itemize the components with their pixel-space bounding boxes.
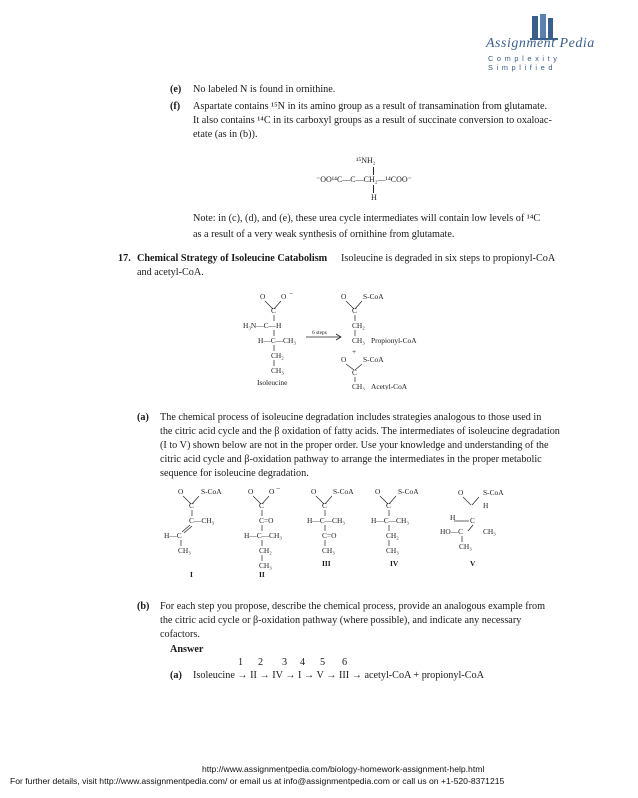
problem-line1: Isoleucine is degraded in six steps to propionyl-CoA	[341, 253, 556, 264]
part-b-line: For each step you propose, describe the chemical process, provide an analogous example from	[160, 601, 546, 612]
note-line2: as a result of a very weak synthesis of ornithine from glutamate.	[193, 229, 455, 240]
aspartate-structure	[316, 156, 466, 204]
note-line1: Note: in (c), (d), and (e), these urea cycle intermediates will contain low levels of ¹⁴C	[193, 213, 541, 224]
item-f-line1: Aspartate contains ¹⁵N in its amino group as a result of transamination from glutamate.	[193, 101, 548, 112]
svg-text:O: O	[281, 292, 287, 301]
svg-text:O: O	[375, 487, 381, 496]
step-number: 5	[320, 657, 326, 668]
part-a-line: sequence for isoleucine degradation.	[160, 468, 309, 479]
svg-text:O: O	[269, 487, 275, 496]
svg-text:O: O	[248, 487, 254, 496]
svg-text:CH₃: CH₃	[322, 546, 335, 555]
svg-text:C: C	[189, 501, 194, 510]
svg-text:S-CoA: S-CoA	[363, 355, 384, 364]
svg-text:CH₃: CH₃	[178, 546, 191, 555]
intermediate-label: II	[259, 570, 265, 579]
intermediate-label: I	[190, 570, 193, 579]
problem-line2: and acetyl-CoA.	[137, 267, 204, 278]
part-b-label: (b)	[137, 601, 150, 612]
step-number: 6	[342, 657, 348, 668]
svg-text:CH₂: CH₂	[271, 351, 284, 360]
aspartate-nh2: ¹⁵NH₂	[356, 156, 376, 165]
item-f-line3: etate (as in (b)).	[193, 129, 258, 140]
svg-text:C=O: C=O	[322, 531, 337, 540]
isoleucine-label: Isoleucine	[257, 378, 288, 387]
svg-text:H—C—CH₃: H—C—CH₃	[371, 516, 409, 525]
svg-text:CH₂: CH₂	[386, 531, 399, 540]
svg-text:O: O	[311, 487, 317, 496]
problem-number: 17.	[118, 253, 131, 264]
propionyl-label: Propionyl-CoA	[371, 336, 417, 345]
svg-text:C: C	[352, 368, 357, 377]
logo-tagline: Complexity Simplified	[488, 54, 561, 72]
intermediates-structures	[150, 486, 520, 582]
svg-text:S-CoA: S-CoA	[398, 487, 419, 496]
logo	[470, 12, 630, 72]
answer-label: (a)	[170, 670, 182, 681]
svg-text:C=O: C=O	[259, 516, 274, 525]
svg-text:H: H	[450, 513, 456, 522]
svg-text:CH₃: CH₃	[271, 366, 284, 375]
svg-text:HO—C: HO—C	[440, 527, 463, 536]
bond-line	[373, 167, 374, 175]
svg-text:H₃N—C—H: H₃N—C—H	[243, 321, 282, 330]
svg-text:CH₂: CH₂	[259, 546, 272, 555]
svg-text:O: O	[260, 292, 266, 301]
step-number: 3	[282, 657, 288, 668]
problem-title: Chemical Strategy of Isoleucine Catabolism	[137, 253, 328, 264]
part-b-line: the citric acid cycle or β-oxidation pathway (where possible), and indicate any necessary	[160, 615, 522, 626]
logo-name: Assignment Pedia	[486, 36, 595, 51]
step-number: 2	[258, 657, 264, 668]
svg-text:C: C	[259, 501, 264, 510]
step-numbers	[238, 656, 368, 669]
part-a-line: citric acid cycle and β-oxidation pathway to arrange the intermediates in the proper metabolic	[160, 454, 542, 465]
svg-text:H—C—CH₃: H—C—CH₃	[307, 516, 345, 525]
bond-line	[373, 185, 374, 193]
item-f-label: (f)	[170, 101, 181, 112]
part-a-line: (I to V) shown below are not in the proper order. Use your knowledge and understanding of the	[160, 440, 549, 451]
intermediate-label: III	[322, 559, 331, 568]
aspartate-main: ⁻OO¹⁴C—C—CH₂—¹⁴COO⁻	[316, 175, 412, 184]
svg-text:C: C	[352, 306, 357, 315]
svg-text:S-CoA: S-CoA	[333, 487, 354, 496]
intermediate-label: V	[470, 559, 476, 568]
step-number: 4	[300, 657, 306, 668]
plus-sign: +	[352, 347, 357, 356]
svg-text:O: O	[341, 355, 347, 364]
aspartate-h: H	[371, 193, 377, 202]
item-e-text: No labeled N is found in ornithine.	[193, 84, 336, 95]
part-a-label: (a)	[137, 412, 149, 423]
answer-heading: Answer	[170, 644, 204, 655]
svg-text:H—C: H—C	[164, 531, 182, 540]
part-b-line: cofactors.	[160, 629, 200, 640]
svg-text:H: H	[483, 501, 489, 510]
svg-text:CH₃: CH₃	[459, 542, 472, 551]
svg-text:CH₃: CH₃	[352, 382, 365, 390]
svg-text:S-CoA: S-CoA	[363, 292, 384, 301]
svg-text:CH₃: CH₃	[386, 546, 399, 555]
svg-text:C: C	[322, 501, 327, 510]
svg-text:C: C	[470, 516, 475, 525]
svg-text:CH₂: CH₂	[352, 321, 365, 330]
acetyl-label: Acetyl-CoA	[371, 382, 408, 390]
svg-text:S-CoA: S-CoA	[483, 488, 504, 497]
svg-text:−: −	[276, 486, 281, 493]
svg-text:H—C—CH₃: H—C—CH₃	[258, 336, 296, 345]
footer-contact: For further details, visit http://www.assignmentpedia.com/ or email us at info@assignmentpedia.com or call us on +1-520-8371215	[10, 776, 505, 786]
svg-text:H—C—CH₃: H—C—CH₃	[244, 531, 282, 540]
item-e-label: (e)	[170, 84, 182, 95]
arrow-label: 6 steps	[312, 330, 327, 336]
svg-text:C: C	[386, 501, 391, 510]
item-f-line2: It also contains ¹⁴C in its carboxyl groups as a result of succinate conversion to oxaloac-	[193, 115, 552, 126]
part-a-line: The chemical process of isoleucine degradation includes strategies analogous to those used in	[160, 412, 542, 423]
svg-text:C—CH₃: C—CH₃	[189, 516, 215, 525]
svg-text:O: O	[458, 488, 464, 497]
svg-text:CH₃: CH₃	[483, 527, 496, 536]
part-a-line: the citric acid cycle and the β oxidation of fatty acids. The intermediates of isoleucine degradation	[160, 426, 560, 437]
svg-text:−: −	[289, 290, 294, 298]
svg-text:O: O	[341, 292, 347, 301]
footer-url-link[interactable]: http://www.assignmentpedia.com/biology-homework-assignment-help.html	[202, 764, 485, 774]
svg-text:CH₃: CH₃	[259, 561, 272, 570]
svg-text:S-CoA: S-CoA	[201, 487, 222, 496]
svg-text:CH₃: CH₃	[352, 336, 365, 345]
answer-text: Isoleucine → II → IV → I → V → III → acetyl-CoA + propionyl-CoA	[193, 670, 484, 681]
step-number: 1	[238, 657, 244, 668]
isoleucine-scheme	[240, 290, 440, 390]
intermediate-label: IV	[390, 559, 399, 568]
svg-text:C: C	[271, 306, 276, 315]
svg-text:O: O	[178, 487, 184, 496]
